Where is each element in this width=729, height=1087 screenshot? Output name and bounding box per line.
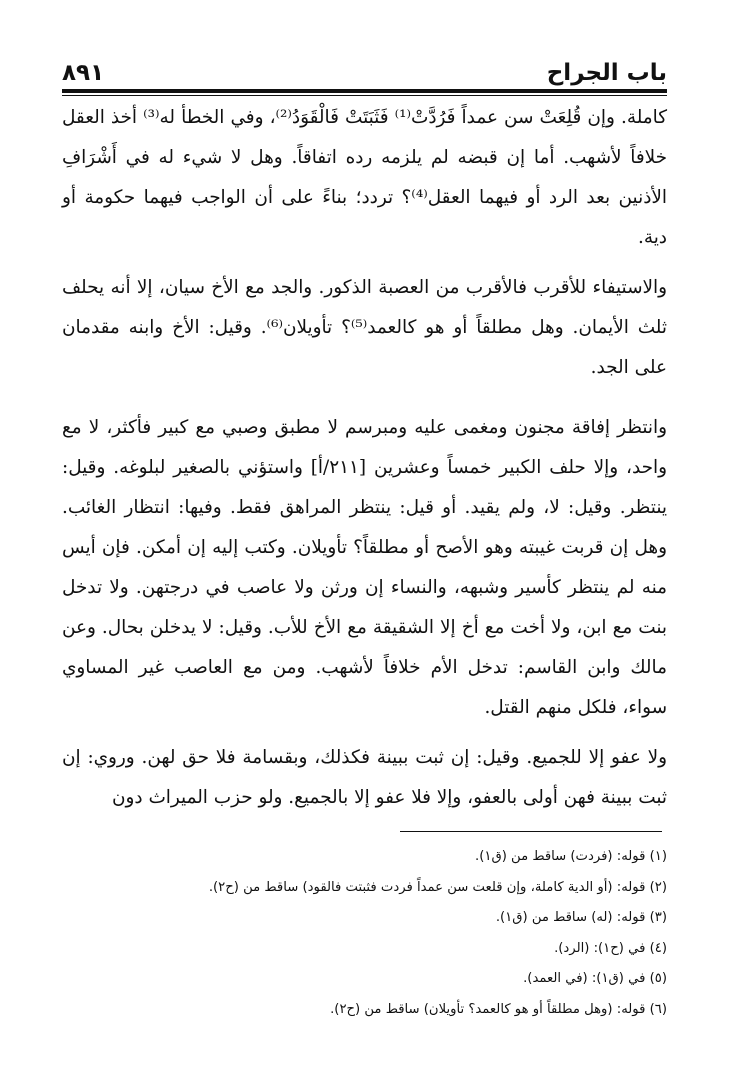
header-rule-thick <box>62 89 667 93</box>
footnote-4: (٤) في (ح١): (الرد). <box>554 940 667 956</box>
header-rule-thin <box>62 95 667 96</box>
footnote-6: (٦) قوله: (وهل مطلقاً أو هو كالعمد؟ تأويلان) ساقط من (ح٢). <box>330 1001 667 1017</box>
page-number: ٨٩١ <box>62 60 105 86</box>
footnote-3: (٣) قوله: (له) ساقط من (ق١). <box>495 910 667 925</box>
chapter-title: باب الجراح <box>546 60 667 86</box>
paragraph-3: وانتظر إفاقة مجنون ومغمى عليه ومبرسم لا مطبق وصبي مع كبير فأكثر، لا مع واحد، وإلا حلف الكبير خمساً وعشرين [٢١١/أ] واستؤني بالصغير لبلوغه. وقيل: ينتظر. وقيل: لا، ولم يقيد. أو قيل: ينتظر المراهق فقط. وفيها: انتظار الغائب. وهل إن قربت غيبته وهو الأصح أو مطلقاً؟ تأويلان. وكتب إليه إن أمكن. فإن أيس منه لم ينتظر كأسير وشبهه، والنساء إن ورثن ولا عاصب في درجتهن. ولا تدخل بنت مع ابن، ولا أخت مع أخ إلا الشقيقة مع الأخ للأب. وقيل: لا يدخلن بحال. وعن مالك وابن القاسم: تدخل الأم خلافاً لأشهب. ومن مع العاصب غير المساوي سواء، فلكل منهم القتل. <box>62 417 668 718</box>
footnotes <box>62 842 667 1025</box>
footnote-5: (٥) في (ق١): (في العمد). <box>523 971 667 986</box>
paragraph-4: ولا عفو إلا للجميع. وقيل: إن ثبت ببينة فكذلك، وبقسامة فلا حق لهن. وروي: إن ثبت ببينة فهن أولى بالعفو، وإلا فلا عفو إلا بالجميع. ولو حزب الميراث دون <box>62 747 667 808</box>
paragraph-1: كاملة. وإن قُلِعَتْ سن عمداً فَرُدَّتْ⁽¹⁾ فَثَبَتَتْ فَالْقَوَدُ⁽²⁾، وفي الخطأ له⁽³⁾ أخذ العقل خلافاً لأشهب. أما إن قبضه لم يلزمه رده اتفاقاً. وهل لا شيء له في أَشْرَافِ الأذنين بعد الرد أو فيهما العقل⁽⁴⁾؟ تردد؛ بناءً على أن الواجب فيهما حكومة أو دية. <box>62 107 668 248</box>
main-text <box>62 98 667 818</box>
paragraph-2: والاستيفاء للأقرب فالأقرب من العصبة الذكور. والجد مع الأخ سيان، إلا أنه يحلف ثلث الأيمان. وهل مطلقاً أو هو كالعمد⁽⁵⁾؟ تأويلان⁽⁶⁾. وقيل: الأخ وابنه مقدمان على الجد. <box>62 277 667 378</box>
footnote-separator <box>400 831 662 832</box>
running-header <box>62 50 667 86</box>
footnote-2: (٢) قوله: (أو الدية كاملة، وإن قلعت سن عمداً فردت فثبتت فالقود) ساقط من (ح٢). <box>208 879 667 895</box>
footnote-1: (١) قوله: (فردت) ساقط من (ق١). <box>475 849 667 864</box>
